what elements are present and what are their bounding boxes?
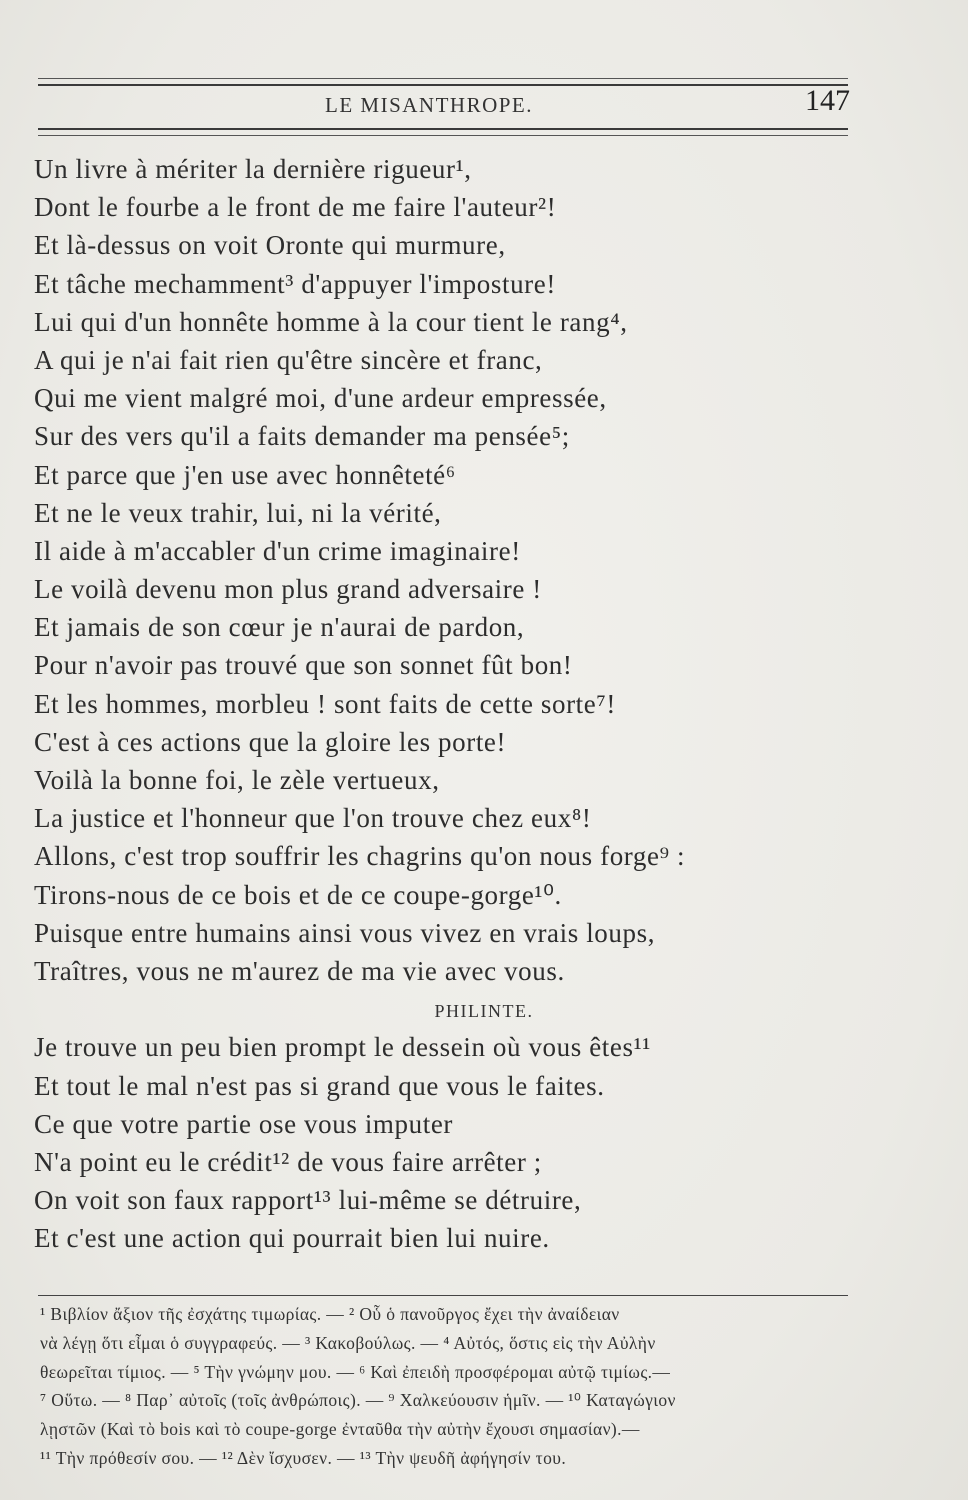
verse-line: Pour n'avoir pas trouvé que son sonnet fût bon! [34, 650, 573, 681]
footnote-line: ¹¹ Τὴν πρόθεσίν σου. — ¹² Δὲν ἴσχυσεν. — ¹³ Τὴν ψευδῆ ἀφήγησίν του. [40, 1447, 567, 1468]
running-title: LE MISANTHROPE. [325, 93, 534, 117]
footnotes [40, 1300, 870, 1473]
verse-line: Et là-dessus on voit Oronte qui murmure, [34, 230, 506, 261]
verse-line: On voit son faux rapport¹³ lui-même se détruire, [34, 1185, 582, 1216]
verse-line: Ce que votre partie ose vous imputer [34, 1108, 453, 1139]
speaker-name: PHILINTE. [434, 1001, 534, 1022]
verse-block [34, 150, 854, 1257]
verse-line: C'est à ces actions que la gloire les porte! [34, 726, 507, 757]
verse-line: Puisque entre humains ainsi vous vivez en vrais loups, [34, 917, 656, 948]
verse-line: Sur des vers qu'il a faits demander ma pensée⁵; [34, 421, 570, 452]
footnote-line: ¹ Βιβλίον ἄξιον τῆς ἐσχάτης τιμωρίας. — ² Οὗ ὁ πανοῦργος ἔχει τὴν ἀναίδειαν [40, 1304, 620, 1324]
verse-line: Et parce que j'en use avec honnêteté⁶ [34, 459, 456, 490]
verse-line: Et c'est une action qui pourrait bien lui nuire. [34, 1223, 550, 1254]
header-rule-top-2 [38, 84, 848, 86]
verse-line: Et les hommes, morbleu ! sont faits de cette sorte⁷! [34, 688, 616, 719]
verse-line: N'a point eu le crédit¹² de vous faire arrêter ; [34, 1146, 542, 1177]
footnote-line: λῃστῶν (Καὶ τὸ bois καὶ τὸ coupe-gorge ἐνταῦθα τὴν αὐτὴν ἔχουσι σημασίαν).— [40, 1419, 640, 1440]
verse-line: A qui je n'ai fait rien qu'être sincère et franc, [34, 344, 543, 375]
verse-line: Traîtres, vous ne m'aurez de ma vie avec vous. [34, 955, 565, 986]
footnote-line: νὰ λέγῃ ὅτι εἶμαι ὁ συγγραφεύς. — ³ Κακοβούλως. — ⁴ Αὐτός, ὅστις εἰς τὴν Αὐλὴν [40, 1332, 656, 1353]
header-rule-bottom-2 [38, 135, 848, 136]
footnote-line: θεωρεῖται τίμιος. — ⁵ Τὴν γνώμην μου. — ⁶ Καὶ ἐπειδὴ προσφέρομαι αὐτῷ τιμίως.— [40, 1361, 671, 1382]
footnote-line: ⁷ Οὕτω. — ⁸ Παρ᾽ αὐτοῖς (τοῖς ἀνθρώποις). — ⁹ Χαλκεύουσιν ἡμῖν. — ¹⁰ Καταγώγιον [40, 1390, 676, 1411]
verse-line: Un livre à mériter la dernière rigueur¹, [34, 154, 472, 184]
verse-line: Le voilà devenu mon plus grand adversaire ! [34, 574, 542, 605]
verse-line: Et tâche mechamment³ d'appuyer l'imposture! [34, 268, 556, 299]
verse-line: Je trouve un peu bien prompt le dessein où vous êtes¹¹ [34, 1032, 651, 1063]
verse-line: Qui me vient malgré moi, d'une ardeur empressée, [34, 383, 607, 414]
verse-line: Et ne le veux trahir, lui, ni la vérité, [34, 497, 442, 528]
verse-line: Et jamais de son cœur je n'aurai de pardon, [34, 612, 525, 643]
verse-line: La justice et l'honneur que l'on trouve chez eux⁸! [34, 803, 592, 834]
verse-line: Tirons-nous de ce bois et de ce coupe-gorge¹⁰. [34, 879, 562, 910]
header-rule-top-1 [38, 78, 848, 79]
header-rule-bottom-1 [38, 128, 848, 130]
verse-line: Dont le fourbe a le front de me faire l'auteur²! [34, 192, 557, 223]
page-number: 147 [805, 84, 850, 117]
verse-line: Voilà la bonne foi, le zèle vertueux, [34, 765, 440, 795]
verse-line: Lui qui d'un honnête homme à la cour tient le rang⁴, [34, 306, 628, 337]
verse-line: Et tout le mal n'est pas si grand que vous le faites. [34, 1070, 605, 1101]
verse-line: Il aide à m'accabler d'un crime imaginaire! [34, 535, 521, 566]
footnote-rule [38, 1295, 848, 1296]
verse-line: Allons, c'est trop souffrir les chagrins qu'on nous forge⁹ : [34, 841, 686, 872]
